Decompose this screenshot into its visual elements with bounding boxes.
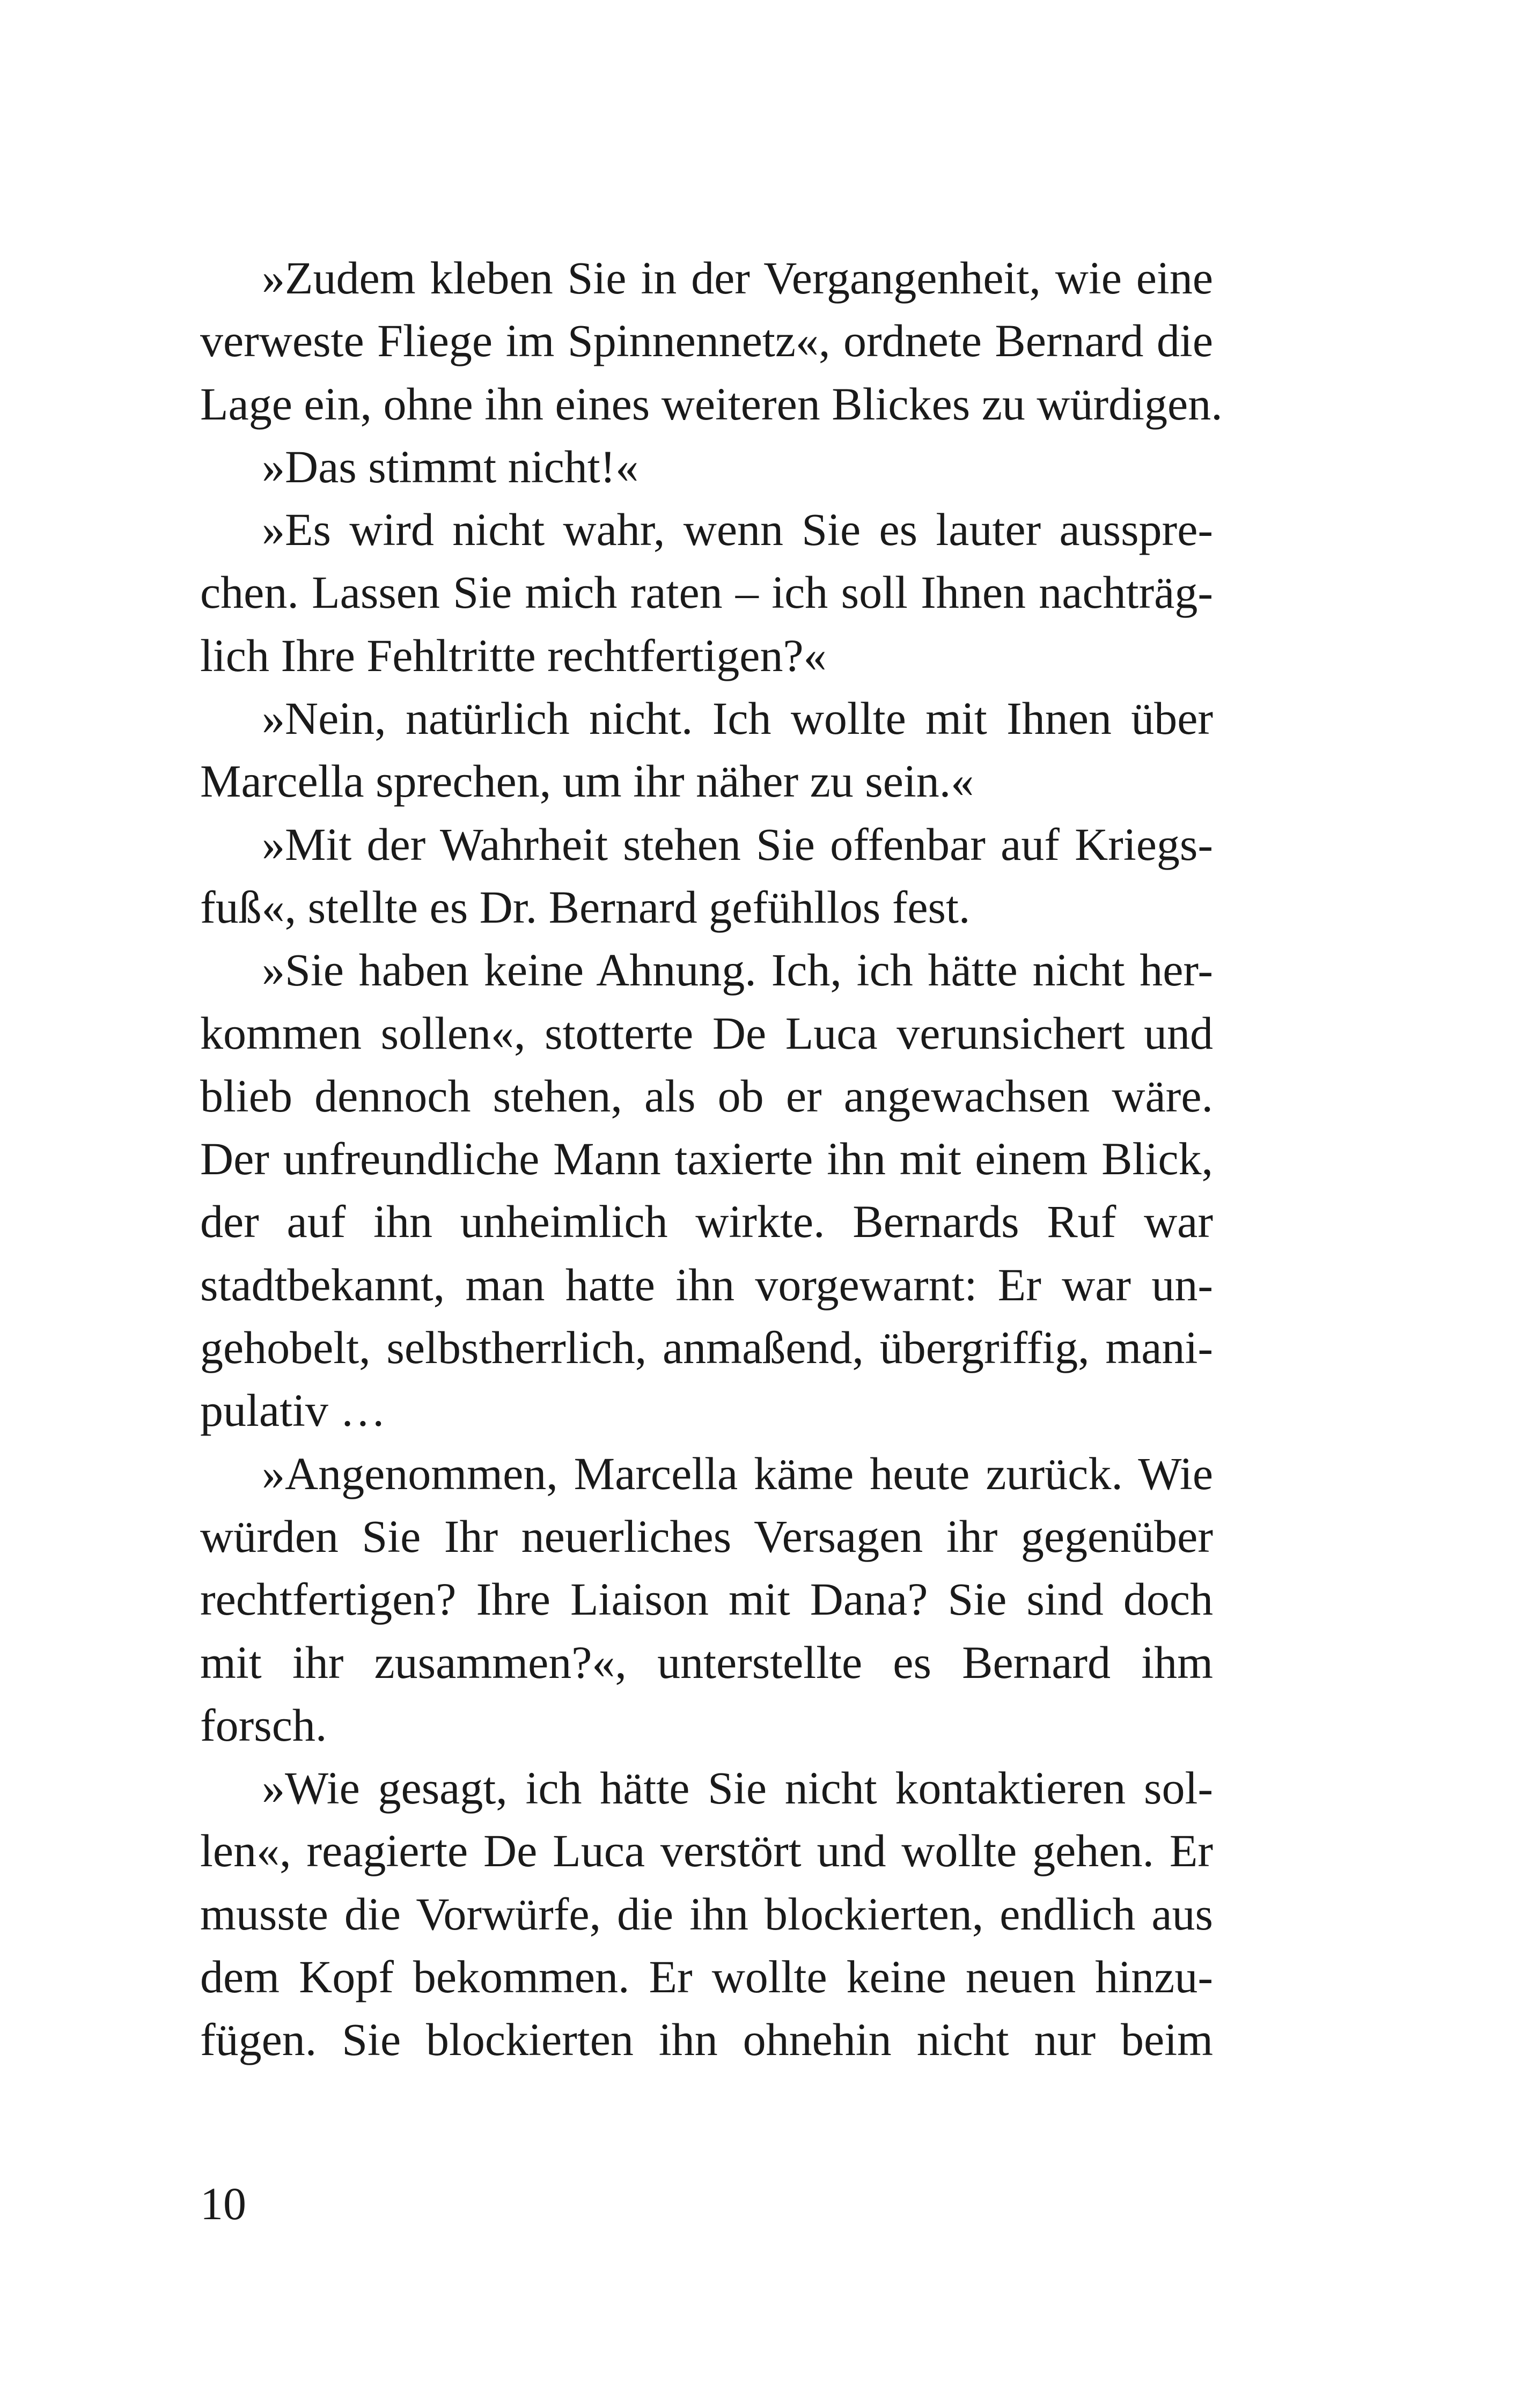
- text-line: fuß«, stellte es Dr. Bernard gefühllos fest.: [200, 881, 971, 933]
- text-line: Marcella sprechen, um ihr näher zu sein.«: [200, 755, 974, 807]
- text-line: len«, reagierte De Luca verstört und wollte gehen. Er: [200, 1825, 1213, 1877]
- body-text: [200, 247, 1223, 2072]
- text-line: Der unfreundliche Mann taxierte ihn mit einem Blick,: [200, 1133, 1213, 1185]
- text-line: stadtbekannt, man hatte ihn vorgewarnt: Er war un-: [200, 1258, 1213, 1310]
- text-line: rechtfertigen? Ihre Liaison mit Dana? Sie sind doch: [200, 1573, 1213, 1625]
- text-line: fügen. Sie blockierten ihn ohnehin nicht nur beim: [200, 2014, 1213, 2066]
- page-number: 10: [200, 2178, 246, 2229]
- text-line: gehobelt, selbstherrlich, anmaßend, übergriffig, mani-: [200, 1322, 1213, 1374]
- text-line: »Sie haben keine Ahnung. Ich, ich hätte nicht her-: [262, 944, 1213, 996]
- text-line: dem Kopf bekommen. Er wollte keine neuen hinzu-: [200, 1951, 1213, 2003]
- text-line: Lage ein, ohne ihn eines weiteren Blickes zu würdigen.: [200, 378, 1223, 430]
- text-line: »Angenommen, Marcella käme heute zurück. Wie: [262, 1447, 1213, 1499]
- text-line: »Zudem kleben Sie in der Vergangenheit, wie eine: [262, 252, 1213, 304]
- text-line: forsch.: [200, 1699, 327, 1751]
- text-line: pulativ …: [200, 1385, 386, 1437]
- text-line: kommen sollen«, stotterte De Luca verunsichert und: [200, 1007, 1213, 1059]
- text-line: »Es wird nicht wahr, wenn Sie es lauter ausspre-: [262, 504, 1213, 556]
- text-line: verweste Fliege im Spinnennetz«, ordnete Bernard die: [200, 315, 1213, 367]
- text-line: mit ihr zusammen?«, unterstellte es Bernard ihm: [200, 1636, 1213, 1688]
- text-line: würden Sie Ihr neuerliches Versagen ihr gegenüber: [200, 1510, 1213, 1562]
- text-line: »Wie gesagt, ich hätte Sie nicht kontaktieren sol-: [262, 1762, 1213, 1814]
- text-line: »Das stimmt nicht!«: [262, 440, 639, 492]
- text-line: lich Ihre Fehltritte rechtfertigen?«: [200, 629, 827, 681]
- text-line: der auf ihn unheimlich wirkte. Bernards Ruf war: [200, 1196, 1213, 1248]
- text-line: »Mit der Wahrheit stehen Sie offenbar auf Kriegs-: [262, 818, 1213, 870]
- text-line: chen. Lassen Sie mich raten – ich soll Ihnen nachträg-: [200, 566, 1213, 618]
- text-line: blieb dennoch stehen, als ob er angewachsen wäre.: [200, 1070, 1213, 1122]
- text-line: musste die Vorwürfe, die ihn blockierten, endlich aus: [200, 1888, 1213, 1940]
- text-line: »Nein, natürlich nicht. Ich wollte mit Ihnen über: [262, 693, 1213, 745]
